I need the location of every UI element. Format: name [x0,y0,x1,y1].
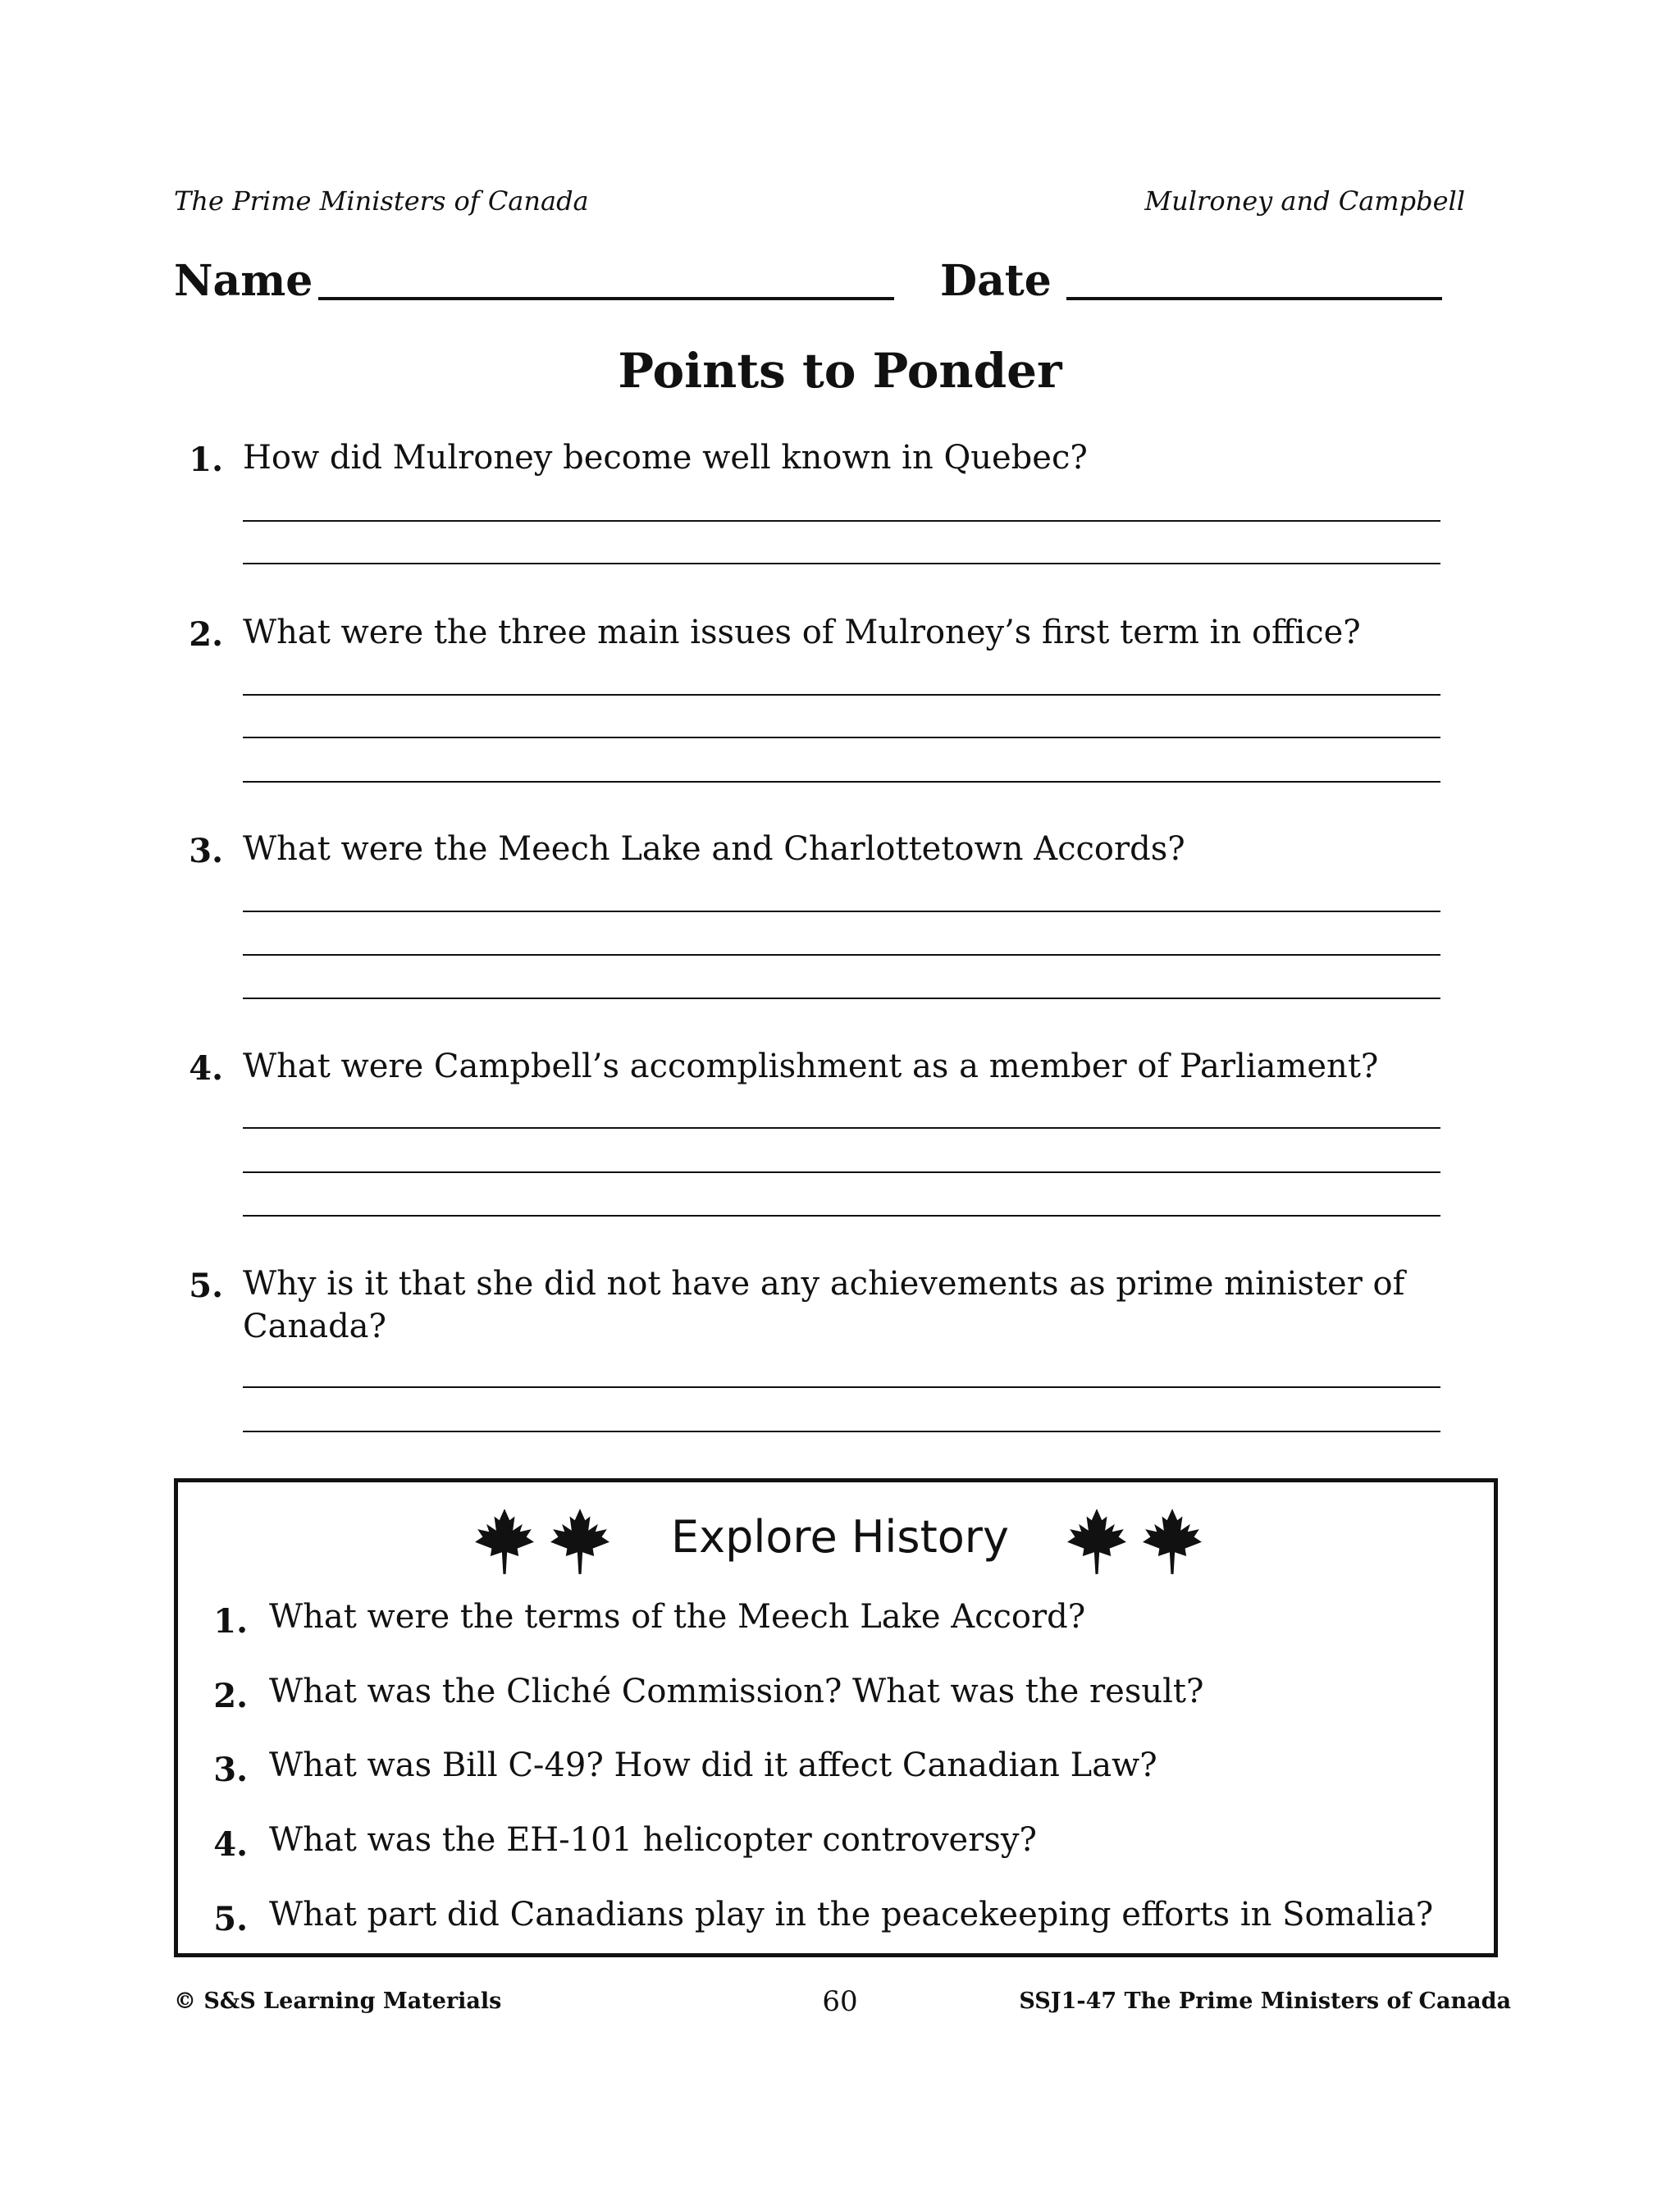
answer-line[interactable] [243,911,1440,912]
answer-line[interactable] [243,1127,1440,1129]
explore-item-2-text: What was the Cliché Commission? What was the result? [269,1673,1204,1710]
answer-line[interactable] [243,563,1440,564]
question-1-text: How did Mulroney become well known in Quebec? [243,439,1088,477]
explore-item-4-number: 4. [213,1825,248,1864]
answer-line[interactable] [243,520,1440,522]
answer-line[interactable] [243,954,1440,956]
explore-item-3-number: 3. [213,1751,248,1789]
date-label: Date [940,256,1052,306]
question-5-text-line-2: Canada? [243,1308,386,1345]
name-line[interactable] [318,297,894,300]
question-5-number: 5. [189,1267,223,1305]
explore-item-2-number: 2. [213,1677,248,1715]
explore-item-1-number: 1. [213,1602,248,1641]
page-number: 60 [822,1985,858,2018]
maple-leaf-icon [1139,1506,1206,1577]
maple-leaf-icon [1063,1506,1130,1577]
date-line[interactable] [1066,297,1442,300]
name-label: Name [174,256,313,306]
running-header-right: Mulroney and Campbell [1144,185,1465,217]
explore-item-4-text: What was the EH-101 helicopter controversy? [269,1821,1037,1859]
answer-line[interactable] [243,1431,1440,1432]
question-4-text: What were Campbell’s accomplishment as a member of Parliament? [243,1048,1379,1085]
answer-line[interactable] [243,1386,1440,1388]
explore-item-3-text: What was Bill C-49? How did it affect Canadian Law? [269,1746,1157,1784]
footer-copyright: © S&S Learning Materials [174,1988,502,2014]
question-1-number: 1. [189,441,223,479]
running-header-left: The Prime Ministers of Canada [174,185,589,217]
question-2-text: What were the three main issues of Mulroney’s first term in office? [243,614,1361,651]
explore-item-5-text: What part did Canadians play in the peacekeeping efforts in Somalia? [269,1896,1434,1934]
answer-line[interactable] [243,737,1440,738]
answer-line[interactable] [243,998,1440,999]
answer-line[interactable] [243,1215,1440,1217]
explore-item-5-number: 5. [213,1900,248,1938]
question-2-number: 2. [189,615,223,654]
answer-line[interactable] [243,1171,1440,1173]
footer-series: SSJ1-47 The Prime Ministers of Canada [1019,1988,1511,2014]
page-title: Points to Ponder [618,343,1062,399]
explore-history-title: Explore History [671,1511,1009,1563]
question-4-number: 4. [189,1049,223,1088]
answer-line[interactable] [243,694,1440,696]
answer-line[interactable] [243,781,1440,783]
question-5-text-line-1: Why is it that she did not have any achievements as prime minister of [243,1265,1405,1303]
explore-item-1-text: What were the terms of the Meech Lake Accord? [269,1598,1086,1636]
question-3-number: 3. [189,832,223,870]
question-3-text: What were the Meech Lake and Charlottetown Accords? [243,830,1185,868]
